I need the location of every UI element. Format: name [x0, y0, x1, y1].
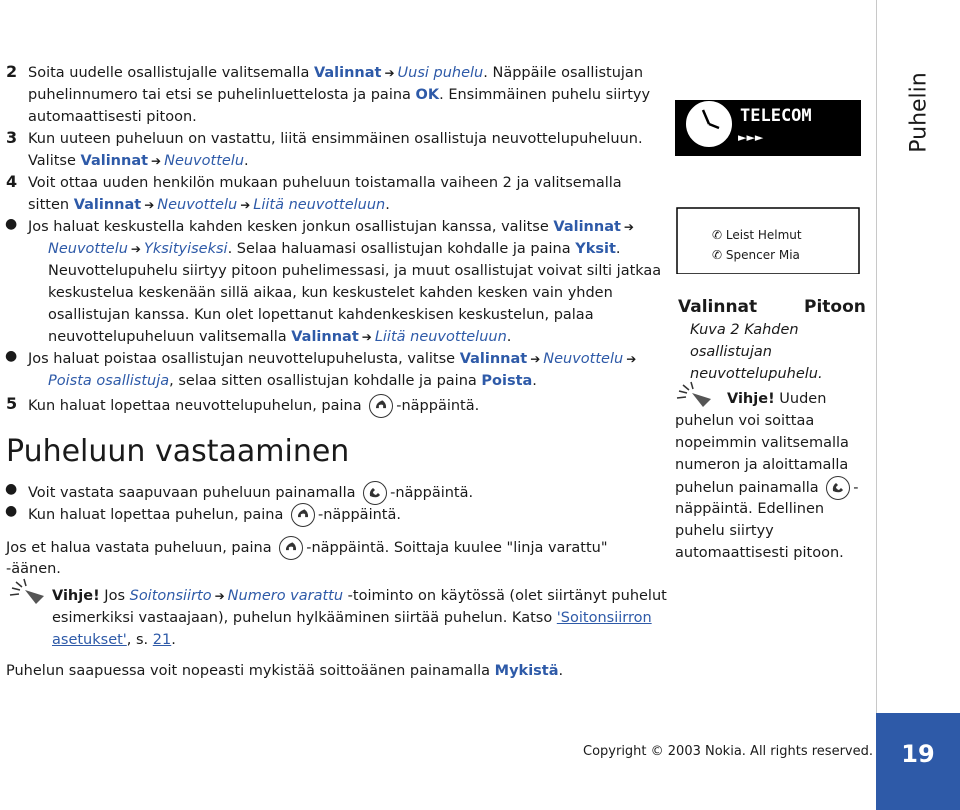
menu-path-valinnat: Valinnat [459, 351, 528, 367]
menu-path-valinnat: Valinnat [80, 153, 149, 169]
bullet-line-2: Poista osallistuja, selaa sitten osallistujan kohdalle ja paina Poista. [48, 373, 537, 389]
bullet-icon: ● [5, 216, 18, 232]
paragraph-line: Neuvottelupuhelu siirtyy pitoon puhelimessasi, ja muut osallistujat voivat silti jatkaa [48, 263, 662, 279]
tip-line: numeron ja aloittamalla [675, 457, 849, 473]
participant-2: ✆ Spencer Mia [712, 248, 800, 262]
step-number: 4 [6, 172, 18, 191]
tip-line-1: Vihje! Jos Soitonsiirto ➔ Numero varattu -toiminto on käytössä (olet siirtänyt puhelut [52, 588, 667, 604]
menu-path-soitonsiirto: Soitonsiirto [129, 588, 212, 604]
signal-indicator-icon: ►►► [738, 131, 764, 144]
right-softkey: Pitoon [804, 297, 866, 317]
step-3-line-1: Kun uuteen puheluun on vastattu, liitä ensimmäinen osallistuja neuvottelupuheluun. [28, 131, 643, 147]
section-heading: Puheluun vastaaminen [6, 434, 350, 469]
menu-path-ok: OK [415, 87, 440, 103]
caption-line: osallistujan [690, 344, 772, 360]
tip-line: puhelun painamalla - [675, 476, 859, 500]
chapter-tab-label: Puhelin [906, 72, 932, 153]
bullet-line-1: Jos haluat keskustella kahden kesken jonkun osallistujan kanssa, valitse Valinnat ➔ [28, 216, 637, 238]
call-key-icon [363, 481, 387, 505]
menu-path-neuvottelu: Neuvottelu [157, 197, 238, 213]
end-call-key-icon [369, 394, 393, 418]
tip-line: näppäintä. Edellinen [675, 501, 825, 517]
bullet-icon: ● [5, 348, 18, 364]
tip-line: automaattisesti pitoon. [675, 545, 844, 561]
tip-line: nopeimmin valitsemalla [675, 435, 849, 451]
caption-line: neuvottelupuhelu. [690, 366, 823, 382]
step-3-line-2: Valitse Valinnat ➔ Neuvottelu. [28, 153, 249, 169]
caption-line: Kuva 2 Kahden [690, 322, 799, 338]
menu-path-liita-neuvotteluun: Liitä neuvotteluun [374, 329, 507, 345]
arrow-icon: ➔ [144, 198, 155, 212]
menu-path-uusi-puhelu: Uusi puhelu [397, 65, 484, 81]
step-2-line-2: puhelinnumero tai etsi se puhelinluettelosta ja paina OK. Ensimmäinen puhelu siirtyy [28, 87, 651, 103]
bullet-answer: Voit vastata saapuvaan puheluun painamalla -näppäintä. [28, 481, 473, 505]
menu-path-neuvottelu: Neuvottelu [164, 153, 245, 169]
arrow-icon: ➔ [214, 589, 225, 603]
menu-path-yksit: Yksit [575, 241, 616, 257]
step-number: 2 [6, 62, 18, 81]
bullet-line-1: Jos haluat poistaa osallistujan neuvottelupuhelusta, valitse Valinnat ➔ Neuvottelu ➔ [28, 348, 639, 370]
end-call-key-icon [291, 503, 315, 527]
menu-path-valinnat: Valinnat [291, 329, 359, 345]
participant-1: ✆ Leist Helmut [712, 228, 802, 242]
step-2-line-1: Soita uudelle osallistujalle valitsemalla Valinnat ➔ Uusi puhelu. Näppäile osallistujan [28, 65, 644, 81]
arrow-icon: ➔ [130, 242, 141, 256]
arrow-icon: ➔ [530, 352, 541, 366]
menu-path-valinnat: Valinnat [553, 219, 621, 235]
phone-handset-icon: ✆ [712, 228, 723, 242]
cross-reference-link[interactable]: 'Soitonsiirron [556, 610, 652, 626]
bullet-icon: ● [5, 481, 18, 497]
side-tab-divider [876, 0, 877, 810]
step-5-line: Kun haluat lopettaa neuvottelupuhelun, paina -näppäintä. [28, 394, 479, 418]
arrow-icon: ➔ [623, 220, 634, 234]
phone-screen-illustration [675, 100, 861, 320]
page-number: 19 [901, 740, 935, 768]
tip-line: puhelun voi soittaa [675, 413, 815, 429]
mute-paragraph: Puhelun saapuessa voit nopeasti mykistää soittoäänen painamalla Mykistä. [6, 663, 564, 679]
page-reference-link[interactable]: 21 [152, 632, 172, 648]
tip-lightbulb-icon [675, 381, 715, 411]
step-number: 3 [6, 128, 18, 147]
end-call-key-icon [279, 536, 303, 560]
paragraph-line: Jos et halua vastata puheluun, paina -näppäintä. Soittaja kuulee "linja varattu" [6, 536, 608, 560]
arrow-icon: ➔ [384, 66, 395, 80]
menu-path-neuvottelu: Neuvottelu [543, 351, 624, 367]
step-2-line-3: automaattisesti pitoon. [28, 109, 197, 125]
copyright-notice: Copyright © 2003 Nokia. All rights reserved. [583, 744, 873, 759]
paragraph-line: -äänen. [6, 561, 61, 577]
menu-path-liita-neuvotteluun: Liitä neuvotteluun [253, 197, 386, 213]
menu-path-numero-varattu: Numero varattu [227, 588, 344, 604]
tip-line: puhelu siirtyy [675, 523, 774, 539]
tip-line-3: asetukset', s. 21. [52, 632, 176, 648]
left-softkey: Valinnat [678, 297, 758, 317]
bullet-icon: ● [5, 503, 18, 519]
menu-path-mykista: Mykistä [494, 663, 559, 679]
tip-lightbulb-icon [8, 578, 48, 608]
paragraph-line: osallistujan kanssa. Kun olet lopettanut kahdenkeskisen keskustelun, palaa [48, 307, 594, 323]
bullet-end-call: Kun haluat lopettaa puhelun, paina -näppäintä. [28, 503, 401, 527]
arrow-icon: ➔ [240, 198, 251, 212]
menu-path-poista-osallistuja: Poista osallistuja [48, 373, 170, 389]
tip-label: Vihje! [52, 588, 100, 604]
menu-path-valinnat: Valinnat [73, 197, 142, 213]
step-number: 5 [6, 394, 18, 413]
step-4-line-1: Voit ottaa uuden henkilön mukaan puheluun toistamalla vaiheen 2 ja valitsemalla [28, 175, 622, 191]
menu-path-yksityiseksi: Yksityiseksi [143, 241, 228, 257]
tip-line-1: Vihje! Uuden [727, 391, 827, 407]
paragraph-line: keskustelua keskenään sillä aikaa, kun keskustelet kahden kesken vain yhden [48, 285, 613, 301]
menu-path-poista: Poista [481, 373, 533, 389]
menu-path-neuvottelu: Neuvottelu [48, 241, 128, 257]
tip-line-2: esimerkiksi vastaajaan), puhelun hylkääminen siirtää puhelun. Katso 'Soitonsiirron [52, 610, 652, 626]
step-4-line-2: sitten Valinnat ➔ Neuvottelu ➔ Liitä neuvotteluun. [28, 197, 390, 213]
arrow-icon: ➔ [361, 330, 372, 344]
paragraph-line: neuvottelupuheluun valitsemalla Valinnat ➔ Liitä neuvotteluun. [48, 329, 512, 345]
phone-handset-icon: ✆ [712, 248, 723, 262]
call-key-icon [826, 476, 850, 500]
menu-path-valinnat: Valinnat [313, 65, 382, 81]
arrow-icon: ➔ [151, 154, 162, 168]
operator-name: TELECOM [740, 106, 812, 126]
bullet-line-2: Neuvottelu ➔ Yksityiseksi. Selaa haluamasi osallistujan kohdalle ja paina Yksit. [48, 241, 621, 257]
arrow-icon: ➔ [626, 352, 637, 366]
cross-reference-link[interactable]: asetukset' [52, 632, 127, 648]
